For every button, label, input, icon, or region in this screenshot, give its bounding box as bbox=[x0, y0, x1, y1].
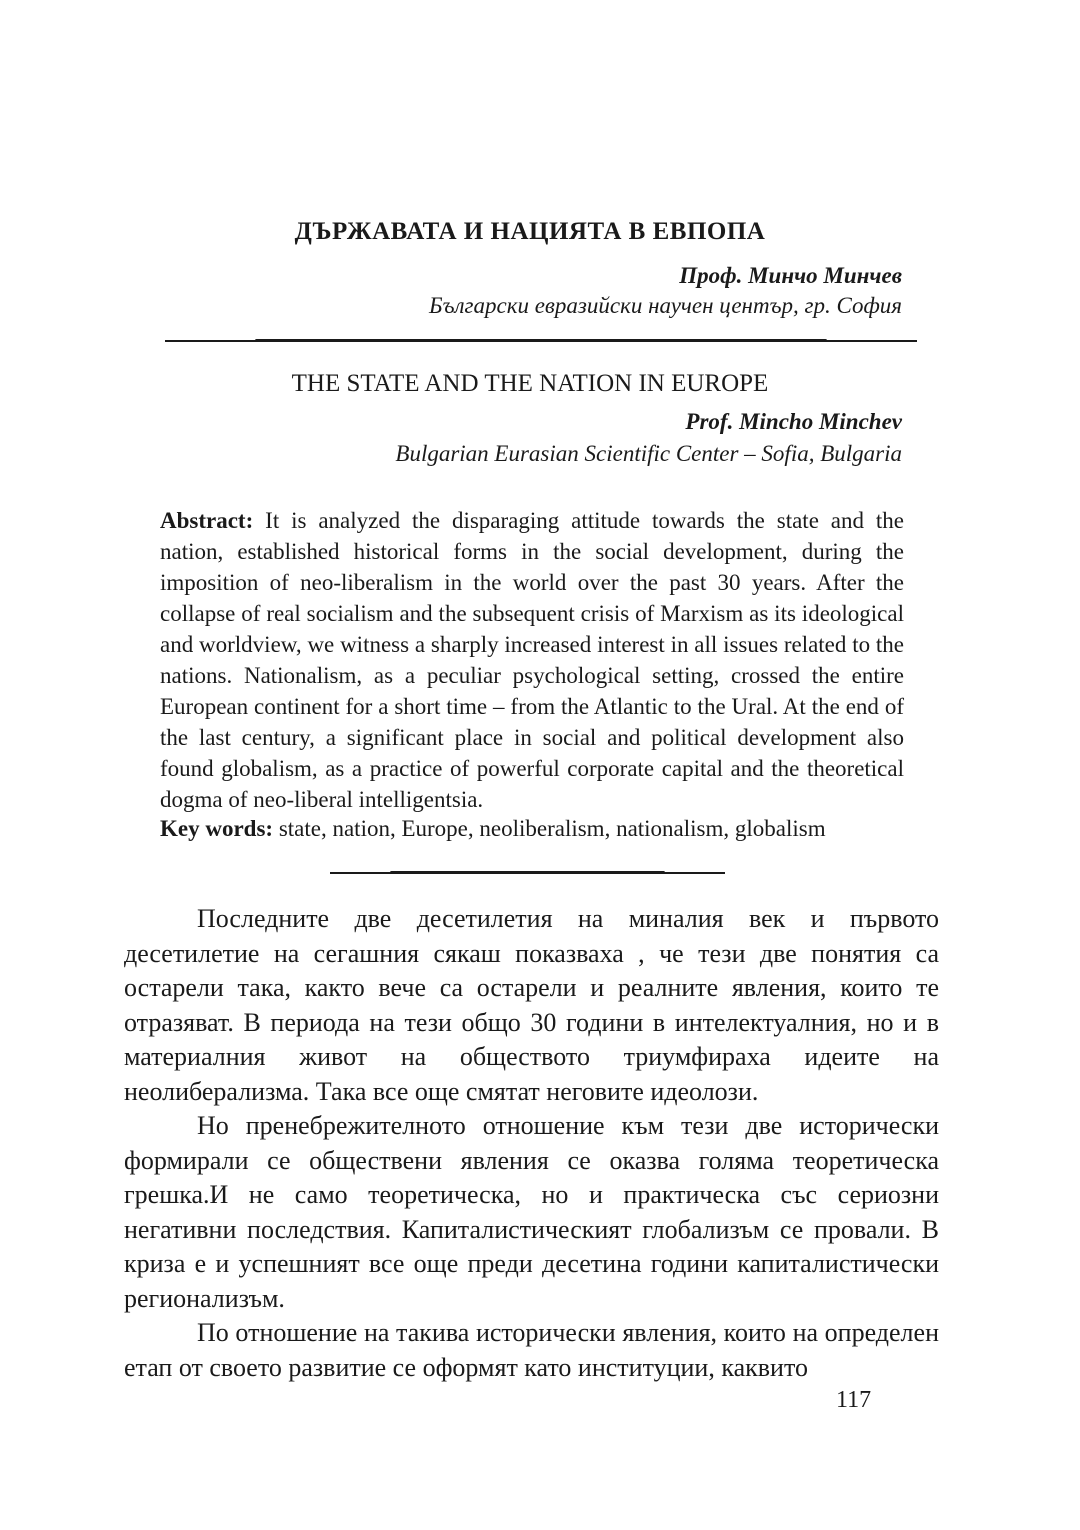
article-title-bg: ДЪРЖАВАТА И НАЦИЯТА В ЕВПОПА bbox=[294, 218, 766, 245]
author-name-bg: Проф. Минчо Минчев bbox=[679, 263, 902, 288]
title-divider bbox=[165, 340, 917, 342]
author-affiliation-en: Bulgarian Eurasian Scientific Center – Sofia, Bulgaria bbox=[395, 441, 902, 466]
body-paragraph-2: Но пренебрежителното отношение към тези две исторически формирали се обществени явления се оказва голяма теоретическа грешка.И не само теоретическа, но и практическа със сериозни негативни последствия. Капиталистическият глобализъм се провали. В криза е и успешният все още преди десетина години капиталистически регионализъм. bbox=[124, 1111, 939, 1313]
abstract-label: Abstract: bbox=[160, 508, 254, 533]
body-paragraph-3: По отношение на такива исторически явления, които на определен етап от своето развитие се оформят като институции, каквито bbox=[124, 1318, 939, 1382]
page-number: 117 bbox=[836, 1387, 872, 1413]
abstract-text: It is analyzed the disparaging attitude towards the state and the nation, established historical forms in the social development, during the imposition of neo-liberalism in the world over the past 30 years. After the collapse of real socialism and the subsequent crisis of Marxism as its ideological and worldview, we witness a sharply increased interest in all issues related to the nations. Nationalism, as a peculiar psychological setting, crossed the entire European continent for a short time – from the Atlantic to the Ural. At the end of the last century, a significant place in social and political development also found globalism, as a practice of powerful corporate capital and the theoretical dogma of neo-liberal intelligentsia. bbox=[160, 508, 905, 812]
abstract-divider bbox=[330, 872, 725, 874]
keywords bbox=[160, 813, 904, 844]
author-name-en: Prof. Mincho Minchev bbox=[685, 409, 902, 434]
abstract bbox=[160, 505, 904, 815]
keywords-label: Key words: bbox=[160, 816, 274, 841]
author-affiliation-bg: Български евразийски научен център, гр. София bbox=[429, 293, 902, 318]
keywords-text: state, nation, Europe, neoliberalism, nationalism, globalism bbox=[278, 816, 826, 841]
article-title-en: THE STATE AND THE NATION IN EUROPE bbox=[291, 370, 769, 397]
body-text bbox=[124, 902, 939, 1385]
body-paragraph-1: Последните две десетилетия на миналия век и първото десетилетие на сегашния сякаш показваха , че тези две понятия са остарели така, както вече са остарели и реалните явления, които те отразяват. В периода на тези общо 30 години в интелектуалния, но и в материалния живот на обществото триумфираха идеите на неолиберализма. Така все още смятат неговите идеолози. bbox=[124, 904, 939, 1106]
